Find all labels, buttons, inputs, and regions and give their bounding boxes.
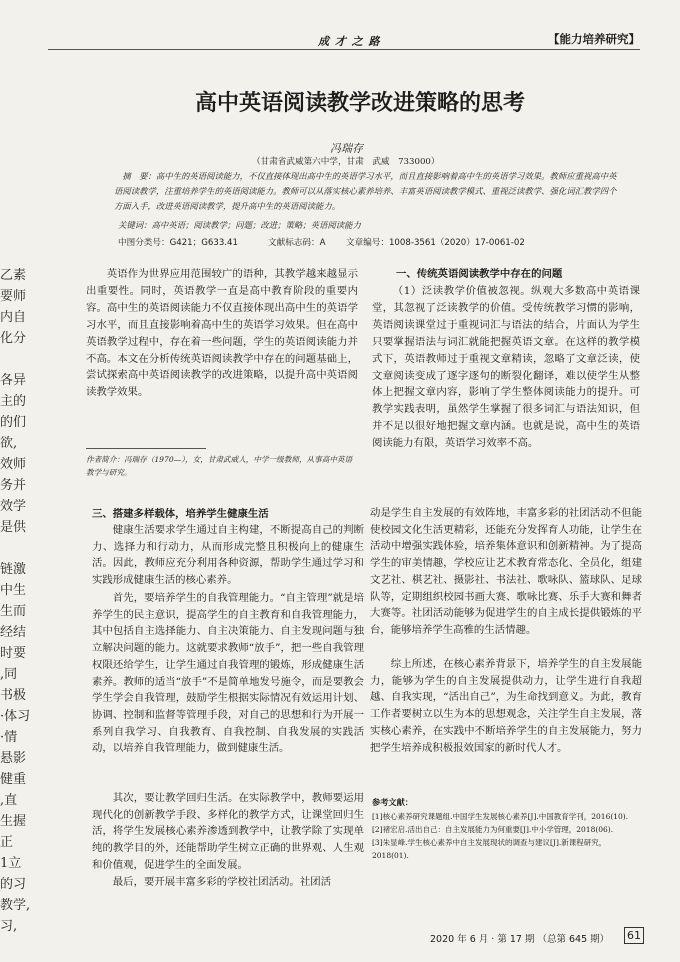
edge-fragment: 各异 (0, 373, 27, 388)
edge-fragment: 乙素 (0, 268, 27, 283)
edge-fragment: 1立 (0, 856, 22, 871)
right-continuation-p2: 综上所述，在核心素养背景下，培养学生的自主发展能力，能够为学生的自主发展提供动力，让学生进行自我超越、自我实现，“活出自己”，为生命找到意义。为此，教育工作者要树立以生为本的思想观念，关注学生自主发展，落实核心素养，在实践中不断培养学生的自主发展能力，努力把学生培养成积极报效国家的新时代人才。 (370, 658, 642, 754)
section-three-p2: 首先，要培养学生的自我管理能力。“自主管理”就是培养学生的民主意识，提高学生的自主教育和自我管理能力，其中包括自主选择能力、自主决策能力、自主发现问题与独立解决问题的能力。这就要求教师“放手”，把一些自我管理权限还给学生，让学生通过自我管理的锻炼，形成健康生活素养。教师的适当“放手”不是简单地发号施令，而是要教会学生学会自我管理，鼓励学生根据实际情况有效运用计划、协调、控制和监督等管理手段，对自己的思想和行为开展一系列自我学习、自我教育、自我控制、自我发展的实践活动，以培养自我管理能力，做到健康生活。 (92, 592, 364, 755)
edge-fragment: 教学, (0, 898, 31, 913)
section-one-paragraph: （1）泛读教学价值被忽视。纵观大多数高中英语课堂，其忽视了泛读教学的价值。受传统教学习惯的影响，英语阅读课堂过于重视词汇与语法的结合，片面认为学生只要掌握语法与词汇就能把握英语文章。在这样的教学模式下，英语教师过于重视文章精读，忽略了文章泛读，使文章阅读变成了逐字逐句的断裂化翻译，难以使学生从整体上把握文章内容，影响了学生整体阅读能力的提升。可教学实践表明，虽然学生掌握了很多词汇与语法知识，但并不足以很好地把握文章内涵。也就是说，高中生的英语阅读能力有限，英语学习效率不高。 (372, 285, 640, 450)
edge-fragment: 正 (0, 835, 14, 850)
edge-fragment: 务并 (0, 478, 27, 493)
article-number: 文章编号：1008-3561（2020）17-0061-02 (346, 238, 525, 248)
keywords: 关键词：高中英语；阅读教学；问题；改进；策略；英语阅读能力 (118, 220, 361, 230)
section-three-p4: 最后，要开展丰富多彩的学校社团活动。社团活 (112, 876, 331, 888)
edge-fragment: ,直 (0, 793, 18, 808)
edge-fragment: 效师 (0, 457, 27, 472)
edge-fragment: ·体习 (0, 709, 31, 724)
bio-rule (86, 448, 206, 449)
classification-number: 中图分类号：G421；G633.41 (118, 238, 238, 248)
edge-fragment: 习, (0, 919, 18, 934)
section-three-p1: 健康生活要求学生通过自主构建，不断提高自己的判断力、选择力和行动力，从而形成完整且积极向上的健康生活。因此，教师应充分利用各种资源，帮助学生通过学习和实践形成健康生活的核心素养。 (92, 524, 364, 587)
edge-fragment: 时要 (0, 646, 27, 661)
edge-fragment: 内自 (0, 310, 27, 325)
issue-info: 2020 年 6 月 · 第 17 期 （总第 645 期） (430, 934, 610, 945)
edge-fragment: 悬影 (0, 751, 27, 766)
reference-item: [3]朱显峰.学生核心素养中自主发展现状的调查与建议[J].新课程研究，2018(01). (372, 838, 607, 860)
section-three-heading: 三、搭建多样载体，培养学生健康生活 (92, 508, 269, 520)
section-label: 成 才 之 路 (318, 35, 381, 48)
edge-fragment: ,同 (0, 667, 18, 682)
edge-fragment: 是供 (0, 520, 27, 535)
edge-fragment: 主的 (0, 394, 27, 409)
intro-paragraph: 英语作为世界应用范围较广的语种，其教学越来越显示出重要性。同时，英语教学一直是高中教育阶段的重要内容。高中生的英语阅读能力不仅直接体现出高中生的英语学习水平，而且直接影响着高中生的英语学习效果。但在高中英语教学过程中，存在着一些问题，学生的英语阅读能力并不高。本文在分析传统英语阅读教学中存在的问题基础上，尝试探索高中英语阅读教学的改进策略，以提升高中英语阅读教学效果。 (86, 268, 358, 399)
right-continuation-p1: 动是学生自主发展的有效阵地，丰富多彩的社团活动不但能使校园文化生活更精彩，还能充分发挥育人功能，让学生在活动中增强实践体验，培养集体意识和创新精神。为了提高学生的审美情趣，学校应让艺术教育常态化、全员化，组建文艺社、棋艺社、摄影社、书法社、歌咏队、篮球队、足球队等，定期组织校园书画大赛、歌咏比赛、乐手大赛和舞者大赛等。社团活动能够为促进学生的自主成长提供锻炼的平台，能够培养学生高雅的生活情趣。 (370, 507, 642, 636)
section-one-heading: 一、传统英语阅读教学中存在的问题 (396, 268, 563, 280)
left-edge-fragments (0, 0, 34, 962)
edge-fragment: 书极 (0, 688, 27, 703)
author-bio: 作者简介：冯瑞存（1970—），女，甘肃武威人，中学一级教师，从事高中英语教学与研究。 (86, 455, 353, 477)
reference-item: [2]褚宏启.活出自己：自主发展能力为何重要[J].中小学管理，2018(06). (372, 825, 614, 834)
document-code: 文献标志码：A (268, 238, 326, 248)
edge-fragment: 中生 (0, 583, 27, 598)
edge-fragment: 生而 (0, 604, 27, 619)
author-affiliation: （甘肃省武威第六中学，甘肃 武威 733000） (252, 157, 440, 167)
column-name: 【能力培养研究】 (548, 32, 640, 46)
edge-fragment: ·情 (0, 730, 18, 745)
edge-fragment: 生握 (0, 814, 27, 829)
edge-fragment: 化分 (0, 331, 27, 346)
abstract: 摘 要：高中生的英语阅读能力，不仅直接体现出高中生的英语学习水平，而且直接影响着高中生的英语学习效果。教师应重视高中英语阅读教学，注重培养学生的英语阅读能力。教师可以从落实核心素养培养、丰富英语阅读教学模式、重视泛读教学、强化词汇教学四个方面入手，改进英语阅读教学，提升高中生的英语阅读能力。 (114, 171, 617, 211)
section-three-p3: 其次，要让教学回归生活。在实际教学中，教师要运用现代化的创新教学手段、多样化的教学方式，让课堂回归生活，将学生发展核心素养渗透到教学中，让教学除了实现单纯的教学目的外，还能帮助学生树立正确的世界观、人生观和价值观，促进学生的全面发展。 (92, 792, 364, 871)
edge-fragment: 健重 (0, 772, 27, 787)
edge-fragment: 链激 (0, 562, 27, 577)
references-list (372, 810, 640, 862)
edge-fragment: 经结 (0, 625, 27, 640)
author-name: 冯瑞存 (330, 142, 363, 155)
references-heading: 参考文献： (372, 797, 413, 807)
article-title: 高中英语阅读教学改进策略的思考 (194, 91, 525, 116)
edge-fragment: 的习 (0, 877, 27, 892)
edge-fragment: 的们 (0, 415, 27, 430)
header-rule (48, 49, 640, 50)
edge-fragment: 要师 (0, 289, 27, 304)
edge-fragment: 欲, (0, 436, 18, 451)
reference-item: [1]核心素养研究课题组.中国学生发展核心素养[J].中国教育学刊，2016(10). (372, 812, 629, 821)
page-number: 61 (624, 927, 644, 944)
edge-fragment: 效学 (0, 499, 27, 514)
